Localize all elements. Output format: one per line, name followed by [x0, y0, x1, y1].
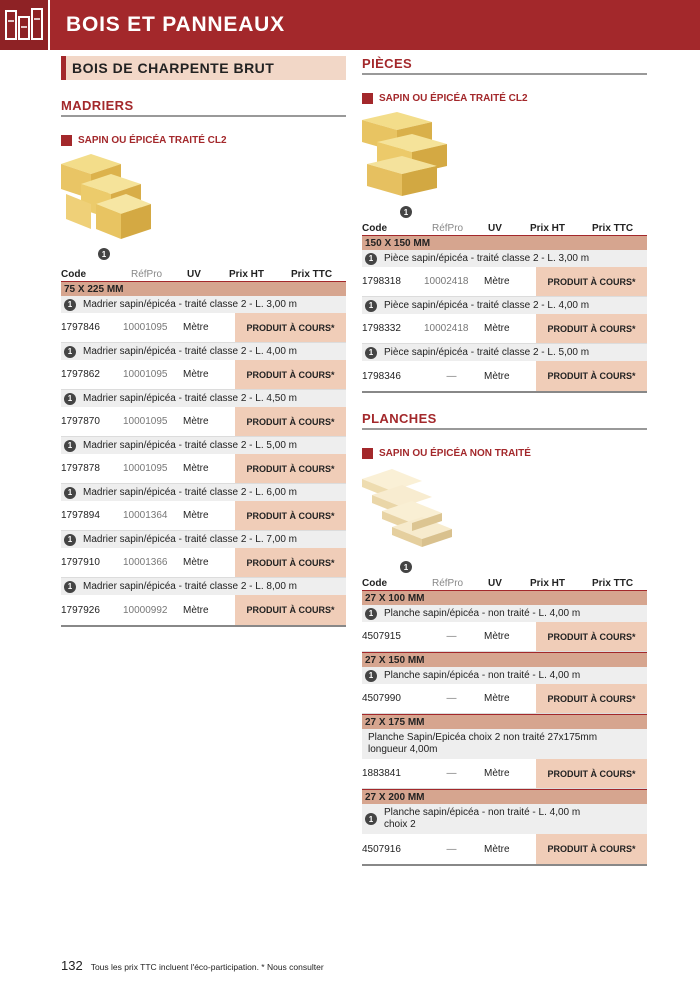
price-cell: PRODUIT À COURS* — [536, 267, 647, 296]
col-code: Code — [61, 269, 86, 280]
list-item: 1 Madrier sapin/épicéa - traité classe 2 - L. 3,00 m 1797846 10001095 Mètre PRODUIT À COURS* — [61, 296, 346, 343]
table-row: 1797870 10001095 Mètre PRODUIT À COURS* — [61, 407, 346, 437]
price-cell: PRODUIT À COURS* — [235, 501, 346, 530]
list-item: 1 Madrier sapin/épicéa - traité classe 2 - L. 4,00 m 1797862 10001095 Mètre PRODUIT À COURS* — [61, 343, 346, 390]
col-prix-ttc: Prix TTC — [291, 269, 333, 280]
dimension-bar: 150 X 150 MM — [362, 235, 647, 250]
piece-product-image — [362, 112, 647, 222]
subsection-title: SAPIN OU ÉPICÉA NON TRAITÉ — [362, 448, 647, 459]
col-prix-ttc: Prix TTC — [592, 223, 634, 234]
col-refpro: RéfPro — [131, 269, 163, 280]
col-refpro: RéfPro — [432, 223, 464, 234]
price-cell: PRODUIT À COURS* — [235, 548, 346, 577]
page-title: BOIS ET PANNEAUX — [66, 13, 285, 36]
col-uv: UV — [488, 578, 502, 589]
list-item: 27 X 200 MM 1 Planche sapin/épicéa - non traité - L. 4,00 m choix 2 4507916 — Mètre PRODUIT À COURS* — [362, 789, 647, 864]
red-square-icon — [362, 448, 373, 459]
price-cell: PRODUIT À COURS* — [536, 684, 647, 713]
piece-table — [362, 250, 647, 393]
image-badge: 1 — [400, 561, 412, 573]
table-row: 4507990 — Mètre PRODUIT À COURS* — [362, 684, 647, 714]
section-title-madriers: MADRIERS — [61, 98, 346, 117]
table-row: 1797894 10001364 Mètre PRODUIT À COURS* — [61, 501, 346, 531]
col-prix-ttc: Prix TTC — [592, 578, 634, 589]
table-header — [362, 577, 647, 590]
list-item: 1 Madrier sapin/épicéa - traité classe 2 - L. 8,00 m 1797926 10000992 Mètre PRODUIT À COURS* — [61, 578, 346, 625]
table-row: 4507916 — Mètre PRODUIT À COURS* — [362, 834, 647, 864]
madrier-product-image — [61, 154, 346, 264]
col-prix-ht: Prix HT — [530, 578, 566, 589]
footer-note: Tous les prix TTC incluent l'éco-participation. * Nous consulter — [90, 962, 324, 972]
image-badge: 1 — [400, 206, 412, 218]
col-prix-ht: Prix HT — [229, 269, 265, 280]
brand-logo — [0, 0, 50, 50]
list-item: 1 Madrier sapin/épicéa - traité classe 2 - L. 4,50 m 1797870 10001095 Mètre PRODUIT À COURS* — [61, 390, 346, 437]
dimension-bar: 75 X 225 MM — [61, 281, 346, 296]
wood-planks-icon — [4, 7, 44, 43]
price-cell: PRODUIT À COURS* — [536, 834, 647, 864]
red-square-icon — [362, 93, 373, 104]
list-item: 1 Madrier sapin/épicéa - traité classe 2 - L. 5,00 m 1797878 10001095 Mètre PRODUIT À COURS* — [61, 437, 346, 484]
section-title-planches: PLANCHES — [362, 411, 647, 430]
table-row: 1797878 10001095 Mètre PRODUIT À COURS* — [61, 454, 346, 484]
list-item: 27 X 175 MM Planche Sapin/Epicéa choix 2 non traité 27x175mm longueur 4,00m 1883841 — Mètre PRODUIT À COURS* — [362, 714, 647, 789]
list-item: 1 Pièce sapin/épicéa - traité classe 2 - L. 3,00 m 1798318 10002418 Mètre PRODUIT À COURS* — [362, 250, 647, 297]
wood-boards-image — [362, 467, 454, 559]
table-row: 1797926 10000992 Mètre PRODUIT À COURS* — [61, 595, 346, 625]
table-row: 1798346 — Mètre PRODUIT À COURS* — [362, 361, 647, 391]
red-square-icon — [61, 135, 72, 146]
list-item: 1 Pièce sapin/épicéa - traité classe 2 - L. 4,00 m 1798332 10002418 Mètre PRODUIT À COURS* — [362, 297, 647, 344]
price-cell: PRODUIT À COURS* — [235, 360, 346, 389]
dimension-bar: 27 X 100 MM — [362, 590, 647, 605]
table-row: 1797846 10001095 Mètre PRODUIT À COURS* — [61, 313, 346, 343]
wood-beams-image — [61, 154, 156, 242]
image-badge: 1 — [98, 248, 110, 260]
list-item: 27 X 150 MM 1 Planche sapin/épicéa - non traité - L. 4,00 m 4507990 — Mètre PRODUIT À COURS* — [362, 652, 647, 714]
madrier-table — [61, 296, 346, 627]
planche-product-image — [362, 467, 647, 577]
table-header — [362, 222, 647, 235]
section-title-pieces: PIÈCES — [362, 56, 647, 75]
col-refpro: RéfPro — [432, 578, 464, 589]
col-uv: UV — [488, 223, 502, 234]
subsection-title: SAPIN OU ÉPICÉA TRAITÉ CL2 — [61, 135, 346, 146]
price-cell: PRODUIT À COURS* — [536, 314, 647, 343]
price-cell: PRODUIT À COURS* — [536, 361, 647, 391]
table-row: 4507915 — Mètre PRODUIT À COURS* — [362, 622, 647, 652]
right-column — [362, 56, 647, 866]
price-cell: PRODUIT À COURS* — [235, 407, 346, 436]
price-cell: PRODUIT À COURS* — [235, 454, 346, 483]
dimension-bar: 27 X 200 MM — [362, 789, 647, 804]
table-row: 1798318 10002418 Mètre PRODUIT À COURS* — [362, 267, 647, 297]
price-cell: PRODUIT À COURS* — [235, 313, 346, 342]
price-cell: PRODUIT À COURS* — [536, 622, 647, 651]
col-code: Code — [362, 223, 387, 234]
left-column — [61, 56, 346, 627]
col-prix-ht: Prix HT — [530, 223, 566, 234]
col-code: Code — [362, 578, 387, 589]
col-uv: UV — [187, 269, 201, 280]
list-item: 1 Madrier sapin/épicéa - traité classe 2 - L. 7,00 m 1797910 10001366 Mètre PRODUIT À COURS* — [61, 531, 346, 578]
page-number: 132 — [61, 958, 83, 973]
price-cell: PRODUIT À COURS* — [536, 759, 647, 788]
list-item: 1 Madrier sapin/épicéa - traité classe 2 - L. 6,00 m 1797894 10001364 Mètre PRODUIT À COURS* — [61, 484, 346, 531]
main-section-title: BOIS DE CHARPENTE BRUT — [61, 56, 346, 80]
table-row: 1797862 10001095 Mètre PRODUIT À COURS* — [61, 360, 346, 390]
table-row: 1797910 10001366 Mètre PRODUIT À COURS* — [61, 548, 346, 578]
table-row: 1798332 10002418 Mètre PRODUIT À COURS* — [362, 314, 647, 344]
wood-posts-image — [362, 112, 452, 204]
planche-table — [362, 590, 647, 866]
price-cell: PRODUIT À COURS* — [235, 595, 346, 625]
table-header — [61, 268, 346, 281]
dimension-bar: 27 X 175 MM — [362, 714, 647, 729]
list-item: 27 X 100 MM 1 Planche sapin/épicéa - non traité - L. 4,00 m 4507915 — Mètre PRODUIT À COURS* — [362, 590, 647, 652]
dimension-bar: 27 X 150 MM — [362, 652, 647, 667]
subsection-title: SAPIN OU ÉPICÉA TRAITÉ CL2 — [362, 93, 647, 104]
table-row: 1883841 — Mètre PRODUIT À COURS* — [362, 759, 647, 789]
list-item: 1 Pièce sapin/épicéa - traité classe 2 - L. 5,00 m 1798346 — Mètre PRODUIT À COURS* — [362, 344, 647, 391]
page-footer — [61, 958, 324, 973]
page-header — [0, 0, 700, 50]
